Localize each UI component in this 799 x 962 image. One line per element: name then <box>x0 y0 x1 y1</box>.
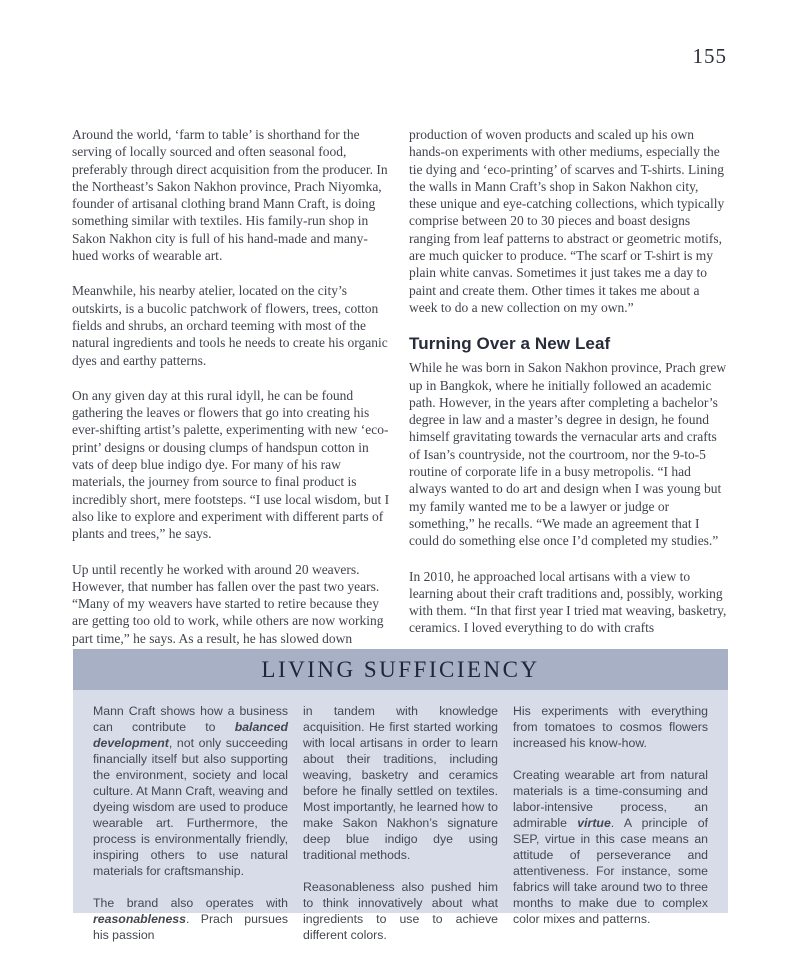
paragraph: Reasonableness also pushed him to think innovatively about what ingredients to use to achieve different colors. <box>303 880 498 942</box>
living-sufficiency-box <box>73 649 728 942</box>
sufficiency-column-2 <box>303 703 498 942</box>
section-heading: Turning Over a New Leaf <box>409 334 611 354</box>
paragraph: His experiments with everything from tomatoes to cosmos flowers increased his know-how. <box>513 704 708 750</box>
emphasis-reasonableness: reasonableness <box>93 912 186 926</box>
paragraph: While he was born in Sakon Nakhon province, Prach grew up in Bangkok, where he initially followed an academic path. However, in the years after completing a bachelor’s degree in law and a master’s degree in design, he found himself gravitating towards the vernacular arts and crafts of Isan’s countryside, not the courtroom, nor the 9-to-5 routine of corporate life in a busy metropolis. “I had always wanted to do art and design when I was young but my family wanted me to be a lawyer or judge or something,” he recalls. “We made an agreement that I could do something else once I’d completed my studies.” <box>409 360 727 549</box>
emphasis-balanced-development: balanced development <box>93 720 288 750</box>
living-sufficiency-body <box>73 690 728 942</box>
sufficiency-column-3 <box>513 703 708 926</box>
sufficiency-column-1 <box>93 703 288 942</box>
paragraph: Up until recently he worked with around 20 weavers. However, that number has fallen over the past two years. “Many of my weavers have started to retire because they are getting too old to work, while others are now working part time,” he says. As a result, he has slowed down <box>72 561 384 646</box>
page-number: 155 <box>692 44 727 68</box>
paragraph: in tandem with knowledge acquisition. He first started working with local artisans in order to learn about their traditions, including weaving, basketry and ceramics before he finally settled on textiles. Most importantly, he learned how to make Sakon Nakhon’s signature deep blue indigo dye using traditional methods. <box>303 704 498 862</box>
living-sufficiency-title: LIVING SUFFICIENCY <box>261 656 540 682</box>
article-right-column <box>409 126 727 665</box>
article-body <box>72 126 727 665</box>
paragraph: Creating wearable art from natural materials is a time-consuming and labor-intensive process, an admirable virtue. A principle of SEP, virtue in this case means an attitude of perseverance and attentiveness. For instance, some fabrics will take around two to three months to make due to complex color mixes and patterns. <box>513 768 708 926</box>
living-sufficiency-header <box>73 649 728 690</box>
paragraph: In 2010, he approached local artisans with a view to learning about their craft traditions and, possibly, working with them. “In that first year I tried mat weaving, basketry, ceramics. I loved everything to do with crafts <box>409 568 727 636</box>
paragraph: Meanwhile, his nearby atelier, located on the city’s outskirts, is a bucolic patchwork of flowers, trees, cotton fields and shrubs, an orchard teeming with most of the natural ingredients and tools he needs to create his organic dyes and earthy patterns. <box>72 283 388 368</box>
paragraph: The brand also operates with reasonableness. Prach pursues his passion <box>93 896 288 942</box>
paragraph: production of woven products and scaled up his own hands-on experiments with other mediums, especially the tie dying and ‘eco-printing’ of scarves and T-shirts. Lining the walls in Mann Craft’s shop in Sakon Nakhon city, these unique and eye-catching collections, which typically comprise between 20 to 30 pieces and boast designs ranging from leaf patterns to abstract or geometric motifs, are much quicker to produce. “The scarf or T-shirt is my plain white canvas. Sometimes it just takes me a day to paint and create them. Other times it takes me about a week to do a new collection on my own.” <box>409 127 725 315</box>
paragraph: Mann Craft shows how a business can contribute to balanced development, not only succeeding financially itself but also supporting the environment, society and local culture. At Mann Craft, weaving and dyeing wisdom are used to produce wearable art. Furthermore, the process is environmentally friendly, inspiring others to use natural materials for craftsmanship. <box>93 704 288 878</box>
emphasis-virtue: virtue <box>577 816 611 830</box>
paragraph: On any given day at this rural idyll, he can be found gathering the leaves or flowers that go into creating his ever-shifting artist’s palette, experimenting with new ‘eco-print’ designs or dousing clumps of handspun cotton in vats of deep blue indigo dye. For many of his raw materials, the journey from source to final product is incredibly short, mere footsteps. “I use local wisdom, but I also like to explore and experiment with different parts of plants and trees,” he says. <box>72 387 390 542</box>
article-left-column <box>72 126 390 665</box>
paragraph: Around the world, ‘farm to table’ is shorthand for the serving of locally sourced and often seasonal food, preferably through direct acquisition from the producer. In the Northeast’s Sakon Nakhon province, Prach Niyomka, founder of artisanal clothing brand Mann Craft, is doing something similar with textiles. His family-run shop in Sakon Nakhon city is full of his hand-made and many-hued works of wearable art. <box>72 127 388 264</box>
